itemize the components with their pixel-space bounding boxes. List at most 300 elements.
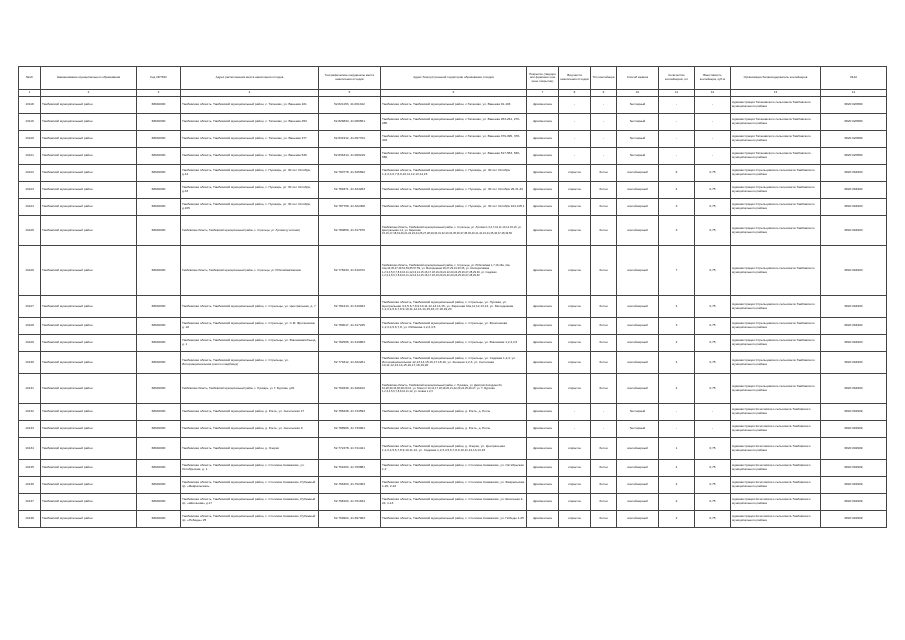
- table-row: [19, 296, 887, 318]
- coordinates: 52.782505, 41.319863: [319, 335, 381, 352]
- inn-number: 6820 004900: [821, 246, 887, 296]
- site-address: Тамбовская область, Тамбовский муниципальный район, с. Стрельцы, ул. Интернациональная (около кладбища): [181, 352, 319, 374]
- container-volume: 0,75: [695, 374, 731, 404]
- inn-number: 6820 002909: [821, 511, 887, 528]
- column-header: ИНН: [821, 67, 887, 90]
- inn-number: 6820 002909: [821, 404, 887, 421]
- container-type: -: [591, 421, 617, 438]
- container-volume: 0,75: [695, 182, 731, 199]
- container-count: 1: [659, 438, 695, 460]
- header-row: [19, 67, 887, 90]
- site-kind: открытое: [559, 246, 591, 296]
- surface-type: фрагментное: [527, 296, 559, 318]
- coordinates: 52.761603, 41.709881: [319, 460, 381, 477]
- site-kind: -: [559, 148, 591, 165]
- owner-organization: Администрация Стрельцовского сельсовета Тамбовского муниципального района: [731, 352, 821, 374]
- collection-method: контейнерный: [617, 165, 659, 182]
- collection-method: контейнерный: [617, 335, 659, 352]
- inn-number: 6820 002909: [821, 494, 887, 511]
- row-number: 13136: [19, 477, 41, 494]
- collection-method: бестарный: [617, 148, 659, 165]
- collection-method: контейнерный: [617, 477, 659, 494]
- container-type: бетон: [591, 335, 617, 352]
- site-address: Тамбовская область, Тамбовский муниципальный район, с. Стрельцы, ул. Луговая (у колонки): [181, 216, 319, 246]
- owner-organization: Администрация Татановского сельсовета Тамбовского муниципального района: [731, 131, 821, 148]
- inn-number: 6820 002909: [821, 460, 887, 477]
- table-row: [19, 114, 887, 131]
- served-territory: Тамбовская область, Тамбовский муниципальный район, д. Рогль, д. Рогль: [381, 421, 527, 438]
- table-row: [19, 477, 887, 494]
- site-address: Тамбовская область, Тамбовский муниципальный район, д. Озерки: [181, 438, 319, 460]
- container-count: -: [659, 131, 695, 148]
- municipality: Тамбовский муниципальный район: [41, 131, 137, 148]
- row-number: 13137: [19, 494, 41, 511]
- site-kind: открытое: [559, 335, 591, 352]
- container-type: -: [591, 131, 617, 148]
- coordinates: 52.766303, 41.702363: [319, 477, 381, 494]
- served-territory: Тамбовская область, Тамбовский муниципальный район, д. Озерки, ул. Центральная 1,2,3,4,5,6,7,8,9,10,11,12, ул. Садовая 1,2,3,4,5,6,7,8,9,10,11,12,13,14,15: [381, 438, 527, 460]
- container-count: 4: [659, 296, 695, 318]
- owner-organization: Администрация Стрельцовского сельсовета Тамбовского муниципального района: [731, 318, 821, 335]
- site-address: Тамбовская область, Тамбовский муниципальный район, с. Татаново, ул. Ванеева 101: [181, 97, 319, 114]
- container-count: 2: [659, 335, 695, 352]
- column-header: Адрес благоустроенной территории образования отходов: [381, 67, 527, 90]
- coordinates: 52.787768, 41.322408: [319, 199, 381, 216]
- inn-number: 6820 004900: [821, 335, 887, 352]
- table-row: [19, 460, 887, 477]
- container-volume: -: [695, 131, 731, 148]
- row-number: 13128: [19, 318, 41, 335]
- coordinates: 52.790778, 41.325692: [319, 165, 381, 182]
- coordinates: 52.780809, 41.317976: [319, 216, 381, 246]
- served-territory: Тамбовская область, Тамбовский муниципальный район, с. Стрельцы, ул. Садовая 1,2,3, ул. Интернациональная 12,13,14,15,16,17,18,19, ул. Зеленая 1,2,3, ул. Колхозная 10,11,12,13,14,15,16,17,18,19,20: [381, 352, 527, 374]
- container-volume: 0,75: [695, 296, 731, 318]
- site-kind: открытое: [559, 460, 591, 477]
- inn-number: 6820 020580: [821, 114, 887, 131]
- coordinates: 52.831912, 41.067704: [319, 131, 381, 148]
- site-address: Тамбовская область, Тамбовский муниципальный район, с. Пушкарь, ул. 30 лет Октября, д.33: [181, 182, 319, 199]
- row-number: 13129: [19, 335, 41, 352]
- site-kind: открытое: [559, 216, 591, 246]
- collection-method: контейнерный: [617, 494, 659, 511]
- inn-number: 6820 002909: [821, 438, 887, 460]
- registry-sheet: [18, 66, 886, 528]
- municipality: Тамбовский муниципальный район: [41, 97, 137, 114]
- inn-number: 6820 004900: [821, 318, 887, 335]
- container-volume: 0,75: [695, 477, 731, 494]
- served-territory: Тамбовская область, Тамбовский муниципальный район, с. Стрельцы, ул. Юбилейная 1,7,16,19а, 11а, 41а,43,45,47,49,51,53,55,57,59, ул. Молодежная 25,27,29,31,33,35, ул. Кооперативная 1,2,3,4,5,6,7,8,9,10,11,12,13,14,15,16,17,18,19,20,21,22,23,24,25,26,27,28,29,30, ул. Садовая 1,2,3,4,5,6,7,8,9,10,11,12,13,14,15,16,17,18,19,20,21,22,23,24,25,26,27,28,29,30: [381, 246, 527, 296]
- served-territory: Тамбовская область, Тамбовский муниципальный район, с.Татаново, ул. Ванеева 253-261, 270-280: [381, 114, 527, 131]
- oktmo-code: 68640000: [137, 246, 181, 296]
- owner-organization: Администрация Кочетовского сельсовета Тамбовского муниципального района: [731, 460, 821, 477]
- surface-type: фрагментное: [527, 199, 559, 216]
- surface-type: фрагментное: [527, 246, 559, 296]
- municipality: Тамбовский муниципальный район: [41, 335, 137, 352]
- container-volume: 0,75: [695, 199, 731, 216]
- oktmo-code: 68640000: [137, 216, 181, 246]
- site-address: Тамбовская область, Тамбовский муниципальный район, с. Пушкарь, ул. 30 лет Октября, д.14: [181, 165, 319, 182]
- container-count: 4: [659, 374, 695, 404]
- surface-type: фрагментное: [527, 352, 559, 374]
- coordinates: 52.769904, 41.697063: [319, 511, 381, 528]
- site-address: Тамбовская область, Тамбовский муниципальный район, с. Пушкарь, ул. 30 лет Октября, д.105: [181, 199, 319, 216]
- inn-number: 6820 004900: [821, 199, 887, 216]
- oktmo-code: 68640000: [137, 421, 181, 438]
- container-type: -: [591, 148, 617, 165]
- municipality: Тамбовский муниципальный район: [41, 296, 137, 318]
- column-header: Покрытие (твердое или фрагмент-ное иное покрытие): [527, 67, 559, 90]
- site-kind: открытое: [559, 352, 591, 374]
- municipality: Тамбовский муниципальный район: [41, 421, 137, 438]
- table-row: [19, 246, 887, 296]
- collection-method: контейнерный: [617, 352, 659, 374]
- municipality: Тамбовский муниципальный район: [41, 216, 137, 246]
- table-row: [19, 511, 887, 528]
- container-type: бетон: [591, 165, 617, 182]
- row-number: 13138: [19, 511, 41, 528]
- container-type: бетон: [591, 318, 617, 335]
- collection-method: контейнерный: [617, 246, 659, 296]
- site-address: Тамбовская область, Тамбовский муниципальный район, с. Столовое Княжаково, ул. Октябрьская, д. 1: [181, 460, 319, 477]
- served-territory: Тамбовская область, Тамбовский муниципальный район, с. Стрельцы, ул. Вишневая 1,2,3,4,5: [381, 335, 527, 352]
- oktmo-code: 68640000: [137, 97, 181, 114]
- coordinates: 52.826834, 41.066561: [319, 114, 381, 131]
- coordinates: 52.778233, 41.310372: [319, 246, 381, 296]
- surface-type: фрагментное: [527, 182, 559, 199]
- container-count: 4: [659, 460, 695, 477]
- municipality: Тамбовский муниципальный район: [41, 352, 137, 374]
- row-number: 13132: [19, 404, 41, 421]
- owner-organization: Администрация Стрельцовского сельсовета Тамбовского муниципального района: [731, 199, 821, 216]
- oktmo-code: 68640000: [137, 318, 181, 335]
- column-number: 3: [137, 90, 181, 97]
- site-address: Тамбовская область, Тамбовский муниципальный район, с. Стрельцы, ул. Вишневая/объезд, д. 1: [181, 335, 319, 352]
- container-volume: 0,75: [695, 494, 731, 511]
- surface-type: фрагментное: [527, 460, 559, 477]
- surface-type: фрагментное: [527, 148, 559, 165]
- container-count: -: [659, 114, 695, 131]
- oktmo-code: 68640000: [137, 165, 181, 182]
- site-kind: открытое: [559, 374, 591, 404]
- inn-number: 6820 004900: [821, 165, 887, 182]
- container-type: бетон: [591, 352, 617, 374]
- row-number: 13121: [19, 148, 41, 165]
- served-territory: Тамбовская область, Тамбовский муниципальный район, с.Татаново, ул. Ванеева 91-103: [381, 97, 527, 114]
- oktmo-code: 68640000: [137, 296, 181, 318]
- served-territory: Тамбовская область, Тамбовский муниципальный район, с. Столовое Княжаково, ул. Февральская 1-20, 2-22: [381, 477, 527, 494]
- owner-organization: Администрация Кочетовского сельсовета Тамбовского муниципального района: [731, 404, 821, 421]
- collection-method: контейнерный: [617, 374, 659, 404]
- coordinates: 52.772478, 41.721421: [319, 438, 381, 460]
- municipality: Тамбовский муниципальный район: [41, 404, 137, 421]
- surface-type: фрагментное: [527, 318, 559, 335]
- coordinates: 52.768103, 41.701634: [319, 494, 381, 511]
- column-header: Количество контейнеров, шт: [659, 67, 695, 90]
- column-number: 2: [41, 90, 137, 97]
- container-type: бетон: [591, 296, 617, 318]
- site-address: Тамбовская область, Тамбовский муниципальный район, с. Столовое Княжаково, Рубежный пр. «Февральская»: [181, 477, 319, 494]
- surface-type: фрагментное: [527, 216, 559, 246]
- oktmo-code: 68640000: [137, 352, 181, 374]
- container-count: 6: [659, 165, 695, 182]
- site-address: Тамбовская область, Тамбовский муниципальный район, с. Стрельцы, ул. С.М. Фроленкова, д. 18: [181, 318, 319, 335]
- site-kind: открытое: [559, 494, 591, 511]
- site-kind: открытое: [559, 165, 591, 182]
- container-volume: 0,75: [695, 216, 731, 246]
- container-volume: -: [695, 114, 731, 131]
- coordinates: 52.789017, 41.317225: [319, 318, 381, 335]
- container-count: 7: [659, 246, 695, 296]
- served-territory: Тамбовская область, Тамбовский муниципальный район, с. Стрельцы, ул. Луговая, ул. Центральная 3,4,5,6,7,8,9,10,11,12,13,14,15, ул. Заречная 10а,11,12,13,14, ул. Молодежная 1,2,3,4,5,6,7,8,9,10,11,12,13,14,15,16,17,18,19,20: [381, 296, 527, 318]
- served-territory: Тамбовская область, Тамбовский муниципальный район, с. Столовое Княжаково, ул. Школьная 2-24, 1-13: [381, 494, 527, 511]
- row-number: 13131: [19, 374, 41, 404]
- inn-number: 6820 002909: [821, 421, 887, 438]
- oktmo-code: 68640000: [137, 131, 181, 148]
- municipality: Тамбовский муниципальный район: [41, 494, 137, 511]
- row-number: 13133: [19, 421, 41, 438]
- container-volume: 0,75: [695, 511, 731, 528]
- column-header: Географические координаты места накопления отходов: [319, 67, 381, 90]
- container-type: бетон: [591, 246, 617, 296]
- surface-type: фрагментное: [527, 421, 559, 438]
- container-type: бетон: [591, 216, 617, 246]
- row-number: 13123: [19, 182, 41, 199]
- surface-type: фрагментное: [527, 494, 559, 511]
- owner-organization: Администрация Стрельцовского сельсовета Тамбовского муниципального района: [731, 165, 821, 182]
- owner-organization: Администрация Татановского сельсовета Тамбовского муниципального района: [731, 97, 821, 114]
- collection-method: бестарный: [617, 421, 659, 438]
- served-territory: Тамбовская область, Тамбовский муниципальный район, с. Пушкарь, ул. Дмитрия Колодина 64, 61,28,30,34,60,28,20,10, ул. Юности 10,14,17,18,19,20,21,22,23,24,25,26,27, ул. Т. Фурсова 1,2,3,4,5,6,7,8,9,10,11,12, ул. Новая 1,2,3: [381, 374, 527, 404]
- collection-method: бестарный: [617, 97, 659, 114]
- row-number: 13118: [19, 97, 41, 114]
- surface-type: фрагментное: [527, 335, 559, 352]
- inn-number: 6820 002909: [821, 477, 887, 494]
- collection-method: контейнерный: [617, 199, 659, 216]
- column-number: 4: [181, 90, 319, 97]
- column-number: 8: [559, 90, 591, 97]
- coordinates: 52.821153, 41.061012: [319, 97, 381, 114]
- column-number-row: [19, 90, 887, 97]
- table-row: [19, 165, 887, 182]
- site-kind: открытое: [559, 296, 591, 318]
- column-header: Способ вывоза: [617, 67, 659, 90]
- oktmo-code: 68640000: [137, 114, 181, 131]
- inn-number: 6820 004900: [821, 296, 887, 318]
- inn-number: 6820 004900: [821, 374, 887, 404]
- column-number: 5: [319, 90, 381, 97]
- table-row: [19, 131, 887, 148]
- column-header: Адрес расположения места накопления отходов: [181, 67, 319, 90]
- owner-organization: Администрация Кочетовского сельсовета Тамбовского муниципального района: [731, 438, 821, 460]
- owner-organization: Администрация Кочетовского сельсовета Тамбовского муниципального района: [731, 477, 821, 494]
- table-row: [19, 216, 887, 246]
- container-count: 3: [659, 199, 695, 216]
- column-number: 1: [19, 90, 41, 97]
- coordinates: 52.769349, 41.326102: [319, 374, 381, 404]
- inn-number: 6820 004900: [821, 216, 887, 246]
- collection-method: контейнерный: [617, 318, 659, 335]
- column-number: 10: [617, 90, 659, 97]
- collection-method: контейнерный: [617, 460, 659, 477]
- container-count: -: [659, 97, 695, 114]
- oktmo-code: 68640000: [137, 460, 181, 477]
- oktmo-code: 68640000: [137, 404, 181, 421]
- container-type: бетон: [591, 374, 617, 404]
- municipality: Тамбовский муниципальный район: [41, 374, 137, 404]
- site-address: Тамбовская область, Тамбовский муниципальный район, с. Пушкарь, ул. Т. Фурсова, д.84: [181, 374, 319, 404]
- waste-sites-table: [18, 66, 887, 528]
- oktmo-code: 68640000: [137, 438, 181, 460]
- municipality: Тамбовский муниципальный район: [41, 199, 137, 216]
- coordinates: 52.788906, 41.733061: [319, 421, 381, 438]
- column-number: 12: [695, 90, 731, 97]
- served-territory: Тамбовская область, Тамбовский муниципальный район, с. Столовое Княжаково, ул. Октябрьская 1,2: [381, 460, 527, 477]
- surface-type: фрагментное: [527, 131, 559, 148]
- column-header: Вид места накопления отходов: [559, 67, 591, 90]
- surface-type: фрагментное: [527, 438, 559, 460]
- served-territory: Тамбовская область, Тамбовский муниципальный район, с. Пушкарь, ул. 30 лет Октября 1,2,3,4,6,7,8,9,10,11,12,13,14,15: [381, 165, 527, 182]
- surface-type: фрагментное: [527, 374, 559, 404]
- container-count: -: [659, 421, 695, 438]
- column-header: Код ОКТМО: [137, 67, 181, 90]
- collection-method: бестарный: [617, 114, 659, 131]
- container-count: -: [659, 148, 695, 165]
- container-volume: 0,75: [695, 438, 731, 460]
- collection-method: контейнерный: [617, 216, 659, 246]
- container-count: 2: [659, 511, 695, 528]
- coordinates: 52.784413, 41.319023: [319, 296, 381, 318]
- container-type: -: [591, 114, 617, 131]
- served-territory: Тамбовская область, Тамбовский муниципальный район, с. Пушкарь, ул. 30 лет Октября 29,31,33: [381, 182, 527, 199]
- owner-organization: Администрация Кочетовского сельсовета Тамбовского муниципального района: [731, 494, 821, 511]
- site-kind: открытое: [559, 182, 591, 199]
- column-number: 13: [731, 90, 821, 97]
- site-address: Тамбовская область, Тамбовский муниципальный район, с. Татаново, ул. Ванеева 377: [181, 131, 319, 148]
- surface-type: фрагментное: [527, 114, 559, 131]
- site-kind: -: [559, 421, 591, 438]
- table-row: [19, 404, 887, 421]
- container-volume: -: [695, 148, 731, 165]
- container-volume: 0,75: [695, 352, 731, 374]
- oktmo-code: 68640000: [137, 148, 181, 165]
- table-row: [19, 199, 887, 216]
- collection-method: бестарный: [617, 404, 659, 421]
- row-number: 13126: [19, 246, 41, 296]
- container-count: -: [659, 404, 695, 421]
- coordinates: 52.788438, 41.734593: [319, 404, 381, 421]
- table-row: [19, 421, 887, 438]
- column-header: Организация балансодержатель контейнеров: [731, 67, 821, 90]
- oktmo-code: 68640000: [137, 199, 181, 216]
- site-address: Тамбовская область, Тамбовский муниципальный район, с. Стрельцы, ул. Юбилейная/магазин: [181, 246, 319, 296]
- owner-organization: Администрация Татановского сельсовета Тамбовского муниципального района: [731, 148, 821, 165]
- row-number: 13125: [19, 216, 41, 246]
- container-volume: 0,75: [695, 335, 731, 352]
- container-type: бетон: [591, 511, 617, 528]
- surface-type: фрагментное: [527, 165, 559, 182]
- oktmo-code: 68640000: [137, 494, 181, 511]
- column-header: Тип контейнера: [591, 67, 617, 90]
- municipality: Тамбовский муниципальный район: [41, 246, 137, 296]
- municipality: Тамбовский муниципальный район: [41, 318, 137, 335]
- municipality: Тамбовский муниципальный район: [41, 438, 137, 460]
- column-header: Вместимость контейнера, куб.м: [695, 67, 731, 90]
- table-row: [19, 148, 887, 165]
- surface-type: фрагментное: [527, 477, 559, 494]
- container-volume: -: [695, 404, 731, 421]
- owner-organization: Администрация Кочетовского сельсовета Тамбовского муниципального района: [731, 421, 821, 438]
- container-type: бетон: [591, 199, 617, 216]
- oktmo-code: 68640000: [137, 511, 181, 528]
- coordinates: 52.779312, 41.322261: [319, 352, 381, 374]
- container-count: 4: [659, 182, 695, 199]
- site-address: Тамбовская область, Тамбовский муниципальный район, с. Столовое Княжаково, Рубежный пр. «Победы» 25: [181, 511, 319, 528]
- surface-type: фрагментное: [527, 511, 559, 528]
- municipality: Тамбовский муниципальный район: [41, 477, 137, 494]
- owner-organization: Администрация Стрельцовского сельсовета Тамбовского муниципального района: [731, 216, 821, 246]
- container-count: 4: [659, 352, 695, 374]
- container-count: 2: [659, 477, 695, 494]
- row-number: 13130: [19, 352, 41, 374]
- column-number: 11: [659, 90, 695, 97]
- owner-organization: Администрация Стрельцовского сельсовета Тамбовского муниципального района: [731, 335, 821, 352]
- coordinates: 52.836314, 41.069219: [319, 148, 381, 165]
- container-count: 3: [659, 216, 695, 246]
- collection-method: контейнерный: [617, 511, 659, 528]
- column-header: №п/п: [19, 67, 41, 90]
- table-row: [19, 374, 887, 404]
- site-address: Тамбовская область, Тамбовский муниципальный район, д. Рогль, ул. Ангельская 17: [181, 404, 319, 421]
- site-kind: открытое: [559, 199, 591, 216]
- municipality: Тамбовский муниципальный район: [41, 114, 137, 131]
- served-territory: Тамбовская область, Тамбовский муниципальный район, с. Стрельцы, ул. Фроленкова 1,2,3,4,5,6,7,8, ул. Рябинова 1,2,3,4,5: [381, 318, 527, 335]
- owner-organization: Администрация Стрельцовского сельсовета Тамбовского муниципального района: [731, 182, 821, 199]
- owner-organization: Администрация Стрельцовского сельсовета Тамбовского муниципального района: [731, 296, 821, 318]
- coordinates: 52.789371, 41.324263: [319, 182, 381, 199]
- row-number: 13122: [19, 165, 41, 182]
- container-type: -: [591, 404, 617, 421]
- site-address: Тамбовская область, Тамбовский муниципальный район, с. Стрельцы, ул. Центральная, д. 7: [181, 296, 319, 318]
- column-number: 7: [527, 90, 559, 97]
- container-type: бетон: [591, 438, 617, 460]
- table-row: [19, 438, 887, 460]
- inn-number: 6820 020580: [821, 131, 887, 148]
- served-territory: Тамбовская область, Тамбовский муниципальный район, с.Татаново, ул. Ванеева 517-553, 536-580: [381, 148, 527, 165]
- container-volume: -: [695, 421, 731, 438]
- inn-number: 6820 020580: [821, 97, 887, 114]
- container-type: -: [591, 97, 617, 114]
- container-type: бетон: [591, 182, 617, 199]
- collection-method: контейнерный: [617, 438, 659, 460]
- site-kind: -: [559, 131, 591, 148]
- site-address: Тамбовская область, Тамбовский муниципальный район, с. Татаново, ул. Ванеева 253: [181, 114, 319, 131]
- owner-organization: Администрация Стрельцовского сельсовета Тамбовского муниципального района: [731, 374, 821, 404]
- column-number: 9: [591, 90, 617, 97]
- column-number: 14: [821, 90, 887, 97]
- row-number: 13134: [19, 438, 41, 460]
- row-number: 13127: [19, 296, 41, 318]
- municipality: Тамбовский муниципальный район: [41, 460, 137, 477]
- served-territory: Тамбовская область, Тамбовский муниципальный район, д. Рогль, д. Рогль: [381, 404, 527, 421]
- oktmo-code: 68640000: [137, 182, 181, 199]
- site-address: Тамбовская область, Тамбовский муниципальный район, с. Татаново, ул. Ванеева 539: [181, 148, 319, 165]
- served-territory: Тамбовская область, Тамбовский муниципальный район, с. Пушкарь, ул. 30 лет Октября 104,105,1: [381, 199, 527, 216]
- container-count: 2: [659, 494, 695, 511]
- column-number: 6: [381, 90, 527, 97]
- owner-organization: Администрация Татановского сельсовета Тамбовского муниципального района: [731, 114, 821, 131]
- site-address: Тамбовская область, Тамбовский муниципальный район, д. Рогль, ул. Ангельская 9: [181, 421, 319, 438]
- municipality: Тамбовский муниципальный район: [41, 165, 137, 182]
